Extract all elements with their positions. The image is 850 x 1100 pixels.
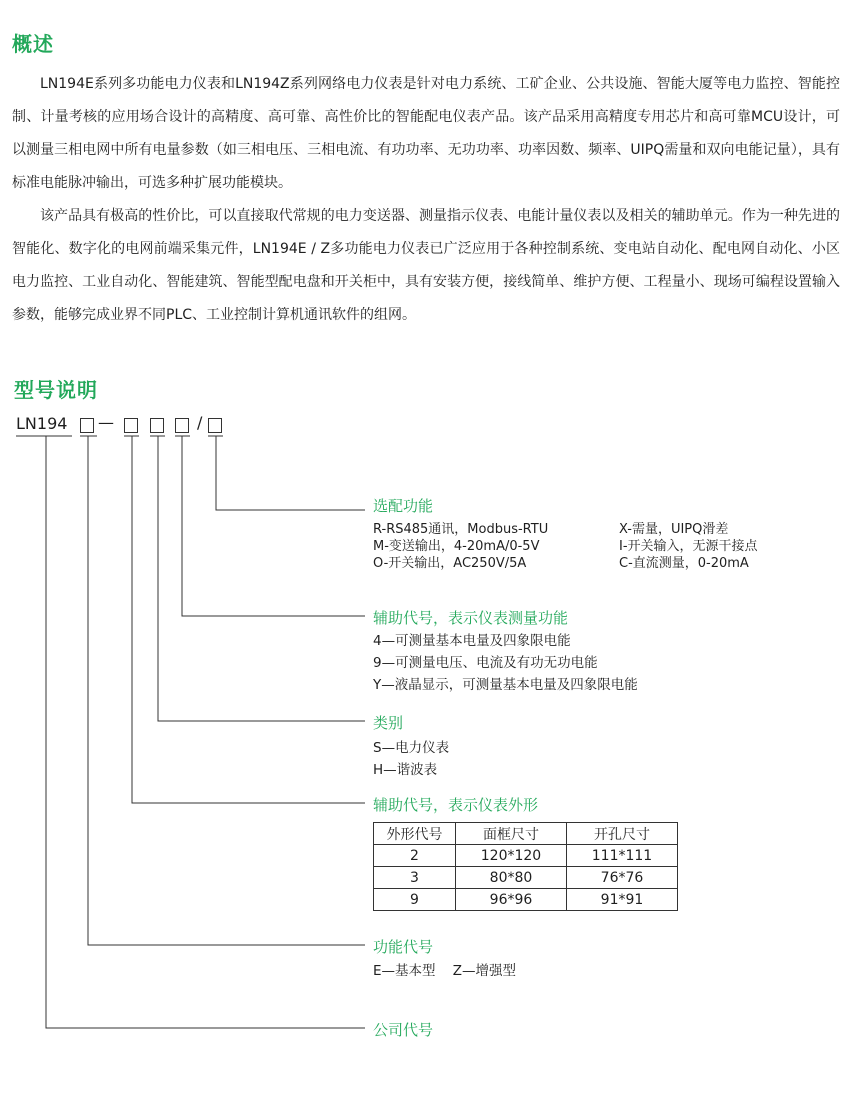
table-row — [374, 867, 678, 889]
table-cell: 9 — [374, 889, 456, 911]
list-item: Y—液晶显示，可测量基本电量及四象限电能 — [373, 677, 638, 693]
overview-paragraph-2: 该产品具有极高的性价比，可以直接取代常规的电力变送器、测量指示仪表、电能计量仪表以及相关的辅助单元。作为一种先进的智能化、数字化的电网前端采集元件，LN194E / Z多功能电力仪表已广泛应用于各种控制系统、变电站自动化、配电网自动化、小区电力监控、工业自动化、智能建筑、智能型配电盘和开关柜中，具有安装方便，接线简单、维护方便、工程量小、现场可编程设置输入参数，能够完成业界不同PLC、工业控制计算机通讯软件的组网。 — [12, 208, 840, 323]
table-cell: 3 — [374, 867, 456, 889]
table-cell: 96*96 — [456, 889, 567, 911]
table-header-cell: 外形代号 — [374, 823, 456, 845]
list-item: H—谐波表 — [373, 762, 438, 778]
table-cell: 80*80 — [456, 867, 567, 889]
table-cell: 2 — [374, 845, 456, 867]
table-cell: 91*91 — [567, 889, 678, 911]
table-row — [374, 889, 678, 911]
optional-left-list — [373, 521, 548, 572]
model-title: 型号说明 — [14, 378, 98, 402]
table-cell: 76*76 — [567, 867, 678, 889]
table-row — [374, 845, 678, 867]
aux-measure-list — [373, 630, 638, 696]
function-code-line: E—基本型 Z—增强型 — [373, 963, 516, 979]
list-item: S—电力仪表 — [373, 740, 450, 756]
category-heading: 类别 — [373, 714, 404, 732]
list-item: 9—可测量电压、电流及有功无功电能 — [373, 655, 598, 671]
table-cell: 111*111 — [567, 845, 678, 867]
list-item: 4—可测量基本电量及四象限电能 — [373, 633, 571, 649]
model-slash: / — [197, 413, 203, 432]
overview-paragraph-1: LN194E系列多功能电力仪表和LN194Z系列网络电力仪表是针对电力系统、工矿企业、公共设施、智能大厦等电力监控、智能控制、计量考核的应用场合设计的高精度、高可靠、高性价比的智能配电仪表产品。该产品采用高精度专用芯片和高可靠MCU设计，可以测量三相电网中所有电量参数（如三相电压、三相电流、有功功率、无功功率、功率因数、频率、UIPQ需量和双向电能记量），具有标准电能脉冲输出，可选多种扩展功能模块。 — [12, 76, 840, 191]
list-item: X-需量，UIPQ滑差 — [619, 522, 729, 537]
list-item: C-直流测量，0-20mA — [619, 556, 749, 571]
aux-measure-heading: 辅助代号，表示仪表测量功能 — [373, 609, 569, 627]
list-item: R-RS485通讯，Modbus-RTU — [373, 522, 549, 537]
aux-shape-heading: 辅助代号，表示仪表外形 — [373, 796, 539, 814]
company-code-heading: 公司代号 — [373, 1021, 434, 1039]
list-item: O-开关输出，AC250V/5A — [373, 556, 527, 571]
table-header-row — [374, 823, 678, 845]
table-header-cell: 面框尺寸 — [456, 823, 567, 845]
model-dash: — — [98, 413, 114, 432]
model-prefix: LN194 — [16, 414, 68, 433]
function-code-heading: 功能代号 — [373, 938, 434, 956]
table-cell: 120*120 — [456, 845, 567, 867]
optional-right-list — [619, 521, 758, 572]
category-list — [373, 737, 449, 781]
list-item: I-开关输入，无源干接点 — [619, 539, 758, 554]
list-item: M-变送输出，4-20mA/0-5V — [373, 539, 540, 554]
overview-title: 概述 — [12, 32, 54, 56]
shape-size-table — [373, 822, 678, 911]
optional-heading: 选配功能 — [373, 497, 434, 515]
table-header-cell: 开孔尺寸 — [567, 823, 678, 845]
